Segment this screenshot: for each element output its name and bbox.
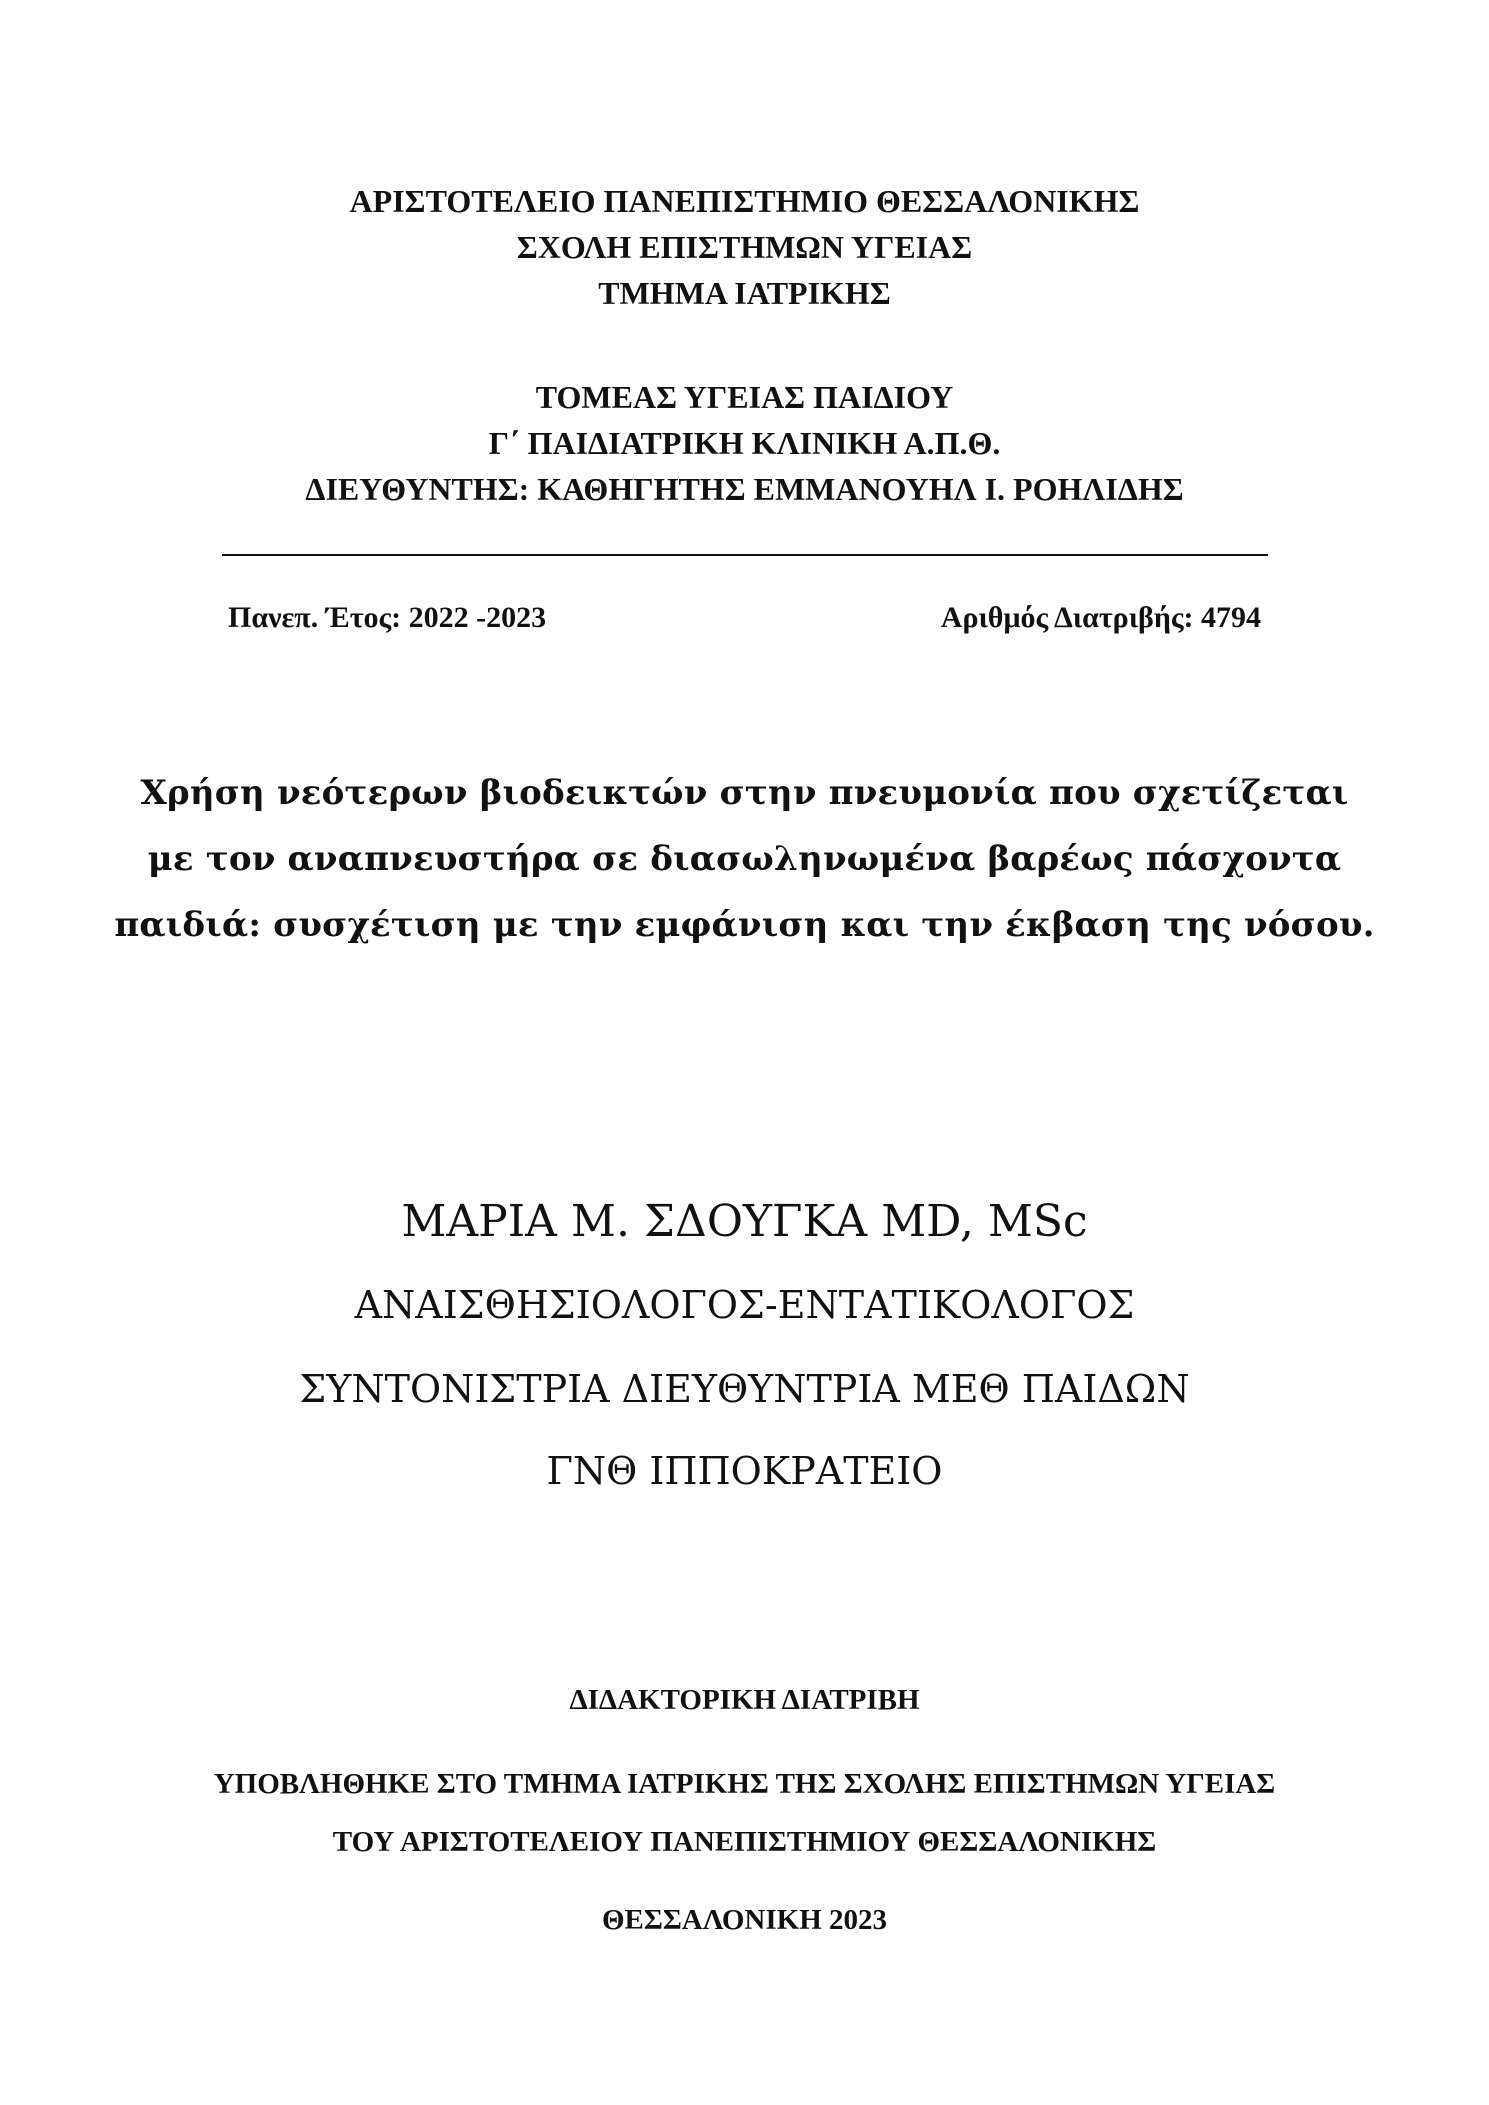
author-specialty: ΑΝΑΙΣΘΗΣΙΟΛΟΓΟΣ-ΕΝΤΑΤΙΚΟΛΟΓΟΣ: [354, 1283, 1135, 1327]
author-position: ΣΥΝΤΟΝΙΣΤΡΙΑ ΔΙΕΥΘΥΝΤΡΙΑ ΜΕΘ ΠΑΙΔΩΝ: [299, 1367, 1190, 1411]
director-line: ΔΙΕΥΘΥΝΤΗΣ: ΚΑΘΗΓΗΤΗΣ ΕΜΜΑΝΟΥΗΛ Ι. ΡΟΗΛΙΔΗΣ: [305, 471, 1184, 507]
title-line: Χρήση νεότερων βιοδεικτών στην πνευμονία που σχετίζεται: [140, 773, 1349, 813]
city-year: ΘΕΣΣΑΛΟΝΙΚΗ 2023: [601, 1904, 887, 1936]
author-hospital: ΓΝΘ ΙΠΠΟΚΡΑΤΕΙΟ: [546, 1449, 943, 1493]
division-header: [0, 374, 1489, 512]
department-name: ΤΜΗΜΑ ΙΑΤΡΙΚΗΣ: [598, 275, 891, 311]
header-divider: [222, 554, 1268, 556]
institution-header: [0, 178, 1489, 316]
submission-line: ΤΟΥ ΑΡΙΣΤΟΤΕΛΕΙΟΥ ΠΑΝΕΠΙΣΤΗΜΙΟΥ ΘΕΣΣΑΛΟΝΙΚΗΣ: [332, 1826, 1157, 1858]
submission-statement: [0, 1755, 1489, 1871]
thesis-number: Αριθμός Διατριβής: 4794: [940, 601, 1261, 634]
university-name: ΑΡΙΣΤΟΤΕΛΕΙΟ ΠΑΝΕΠΙΣΤΗΜΙΟ ΘΕΣΣΑΛΟΝΙΚΗΣ: [349, 183, 1140, 219]
clinic-name: Γ΄ ΠΑΙΔΙΑΤΡΙΚΗ ΚΛΙΝΙΚΗ Α.Π.Θ.: [488, 425, 1001, 461]
thesis-type: ΔΙΔΑΚΤΟΡΙΚΗ ΔΙΑΤΡΙΒΗ: [569, 1684, 920, 1716]
school-name: ΣΧΟΛΗ ΕΠΙΣΤΗΜΩΝ ΥΓΕΙΑΣ: [516, 229, 973, 265]
academic-year: Πανεπ. Έτος: 2022 -2023: [228, 601, 547, 634]
thesis-title: [0, 760, 1489, 958]
sector-name: ΤΟΜΕΑΣ ΥΓΕΙΑΣ ΠΑΙΔΙΟΥ: [535, 379, 954, 415]
title-line: με τον αναπνευστήρα σε διασωληνωμένα βαρέως πάσχοντα: [147, 839, 1342, 879]
title-line: παιδιά: συσχέτιση με την εμφάνιση και την έκβαση της νόσου.: [114, 905, 1375, 945]
author-name: ΜΑΡΙΑ Μ. ΣΔΟΥΓΚΑ MD, MSc: [401, 1196, 1088, 1247]
submission-line: ΥΠΟΒΛΗΘΗΚΕ ΣΤΟ ΤΜΗΜΑ ΙΑΤΡΙΚΗΣ ΤΗΣ ΣΧΟΛΗΣ ΕΠΙΣΤΗΜΩΝ ΥΓΕΙΑΣ: [213, 1768, 1276, 1800]
